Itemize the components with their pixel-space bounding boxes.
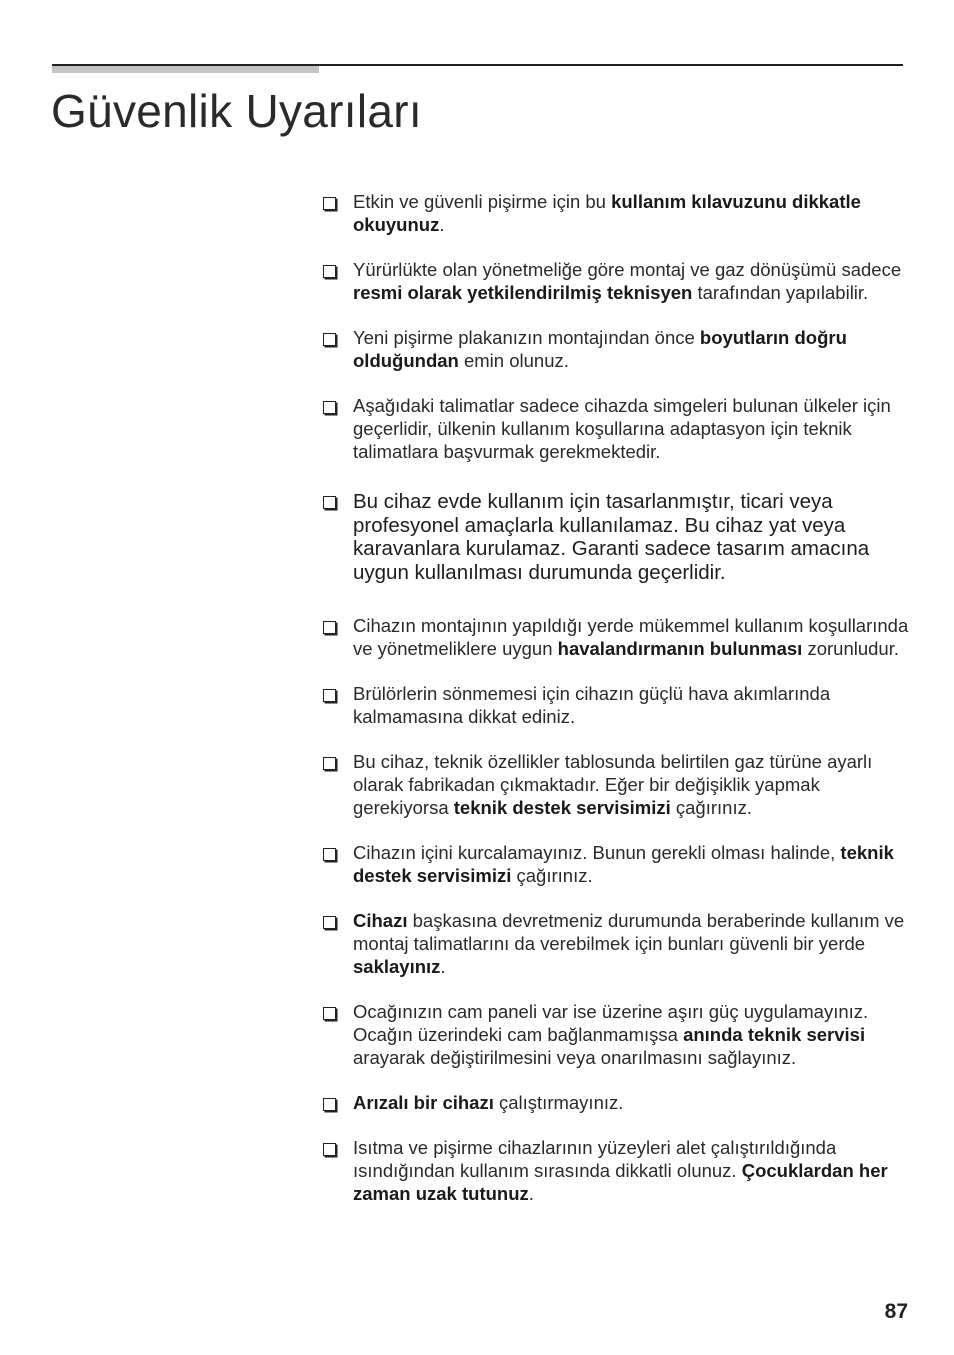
list-item	[322, 490, 912, 584]
safety-warnings-list	[322, 190, 912, 1205]
list-item	[322, 841, 912, 887]
checkbox-bullet-icon	[323, 1143, 336, 1156]
item-bold-text: resmi olarak yetkilendirilmiş teknisyen	[353, 282, 693, 303]
checkbox-bullet-icon	[323, 916, 336, 929]
page-number: 87	[884, 1300, 908, 1323]
list-item	[322, 1136, 912, 1205]
item-text: Brülörlerin sönmemesi için cihazın güçlü hava akımlarında kalmamasına dikkat ediniz.	[353, 683, 831, 727]
item-text: Yürürlükte olan yönetmeliğe göre montaj ve gaz dönüşümü sadece	[353, 259, 902, 280]
header-accent-bar	[52, 66, 319, 73]
list-item	[322, 394, 912, 463]
item-text: Isıtma ve pişirme cihazlarının yüzeyleri alet çalıştırıldığında ısındığından kullanım sırasında dikkatli olunuz.	[353, 1137, 837, 1181]
checkbox-bullet-icon	[323, 621, 336, 634]
page-title: Güvenlik Uyarıları	[51, 85, 422, 137]
list-item	[322, 1000, 912, 1069]
checkbox-bullet-icon	[323, 757, 336, 770]
item-text: Aşağıdaki talimatlar sadece cihazda simgeleri bulunan ülkeler için geçerlidir, ülkenin kullanım koşullarına adaptasyon için teknik talimatlara başvurmak gerekmektedir.	[353, 395, 891, 462]
item-bold-text: teknik destek servisimizi	[353, 842, 894, 886]
item-text-after: arayarak değiştirilmesini veya onarılmasını sağlayınız.	[353, 1047, 797, 1068]
item-text: Bu cihaz evde kullanım için tasarlanmıştır, ticari veya profesyonel amaçlarla kullanılamaz. Bu cihaz yat veya karavanlara kurulamaz. Garanti sadece tasarım amacına uygun kullanılması durumunda geçerlidir.	[353, 490, 870, 584]
list-item	[322, 909, 912, 978]
list-item	[322, 750, 912, 819]
item-text-after-2: .	[440, 956, 446, 977]
list-item	[322, 190, 912, 236]
item-text: Yeni pişirme plakanızın montajından önce	[353, 327, 700, 348]
list-item	[322, 682, 912, 728]
item-text: Etkin ve güvenli pişirme için bu	[353, 191, 612, 212]
item-bold-text: havalandırmanın bulunması	[557, 638, 803, 659]
checkbox-bullet-icon	[323, 689, 336, 702]
checkbox-bullet-icon	[323, 265, 336, 278]
item-text-after: .	[439, 214, 445, 235]
item-text-after: çağırınız.	[670, 797, 752, 818]
list-item	[322, 258, 912, 304]
item-text: Cihazın içini kurcalamayınız. Bunun gerekli olması halinde,	[353, 842, 841, 863]
item-bold-text-2: saklayınız	[353, 956, 441, 977]
item-text: Cihazın montajının yapıldığı yerde mükemmel kullanım koşullarında ve yönetmeliklere uygun	[353, 615, 909, 659]
item-text: Ocağınızın cam paneli var ise üzerine aşırı güç uygulamayınız. Ocağın üzerindeki cam bağlanmamışsa	[353, 1001, 869, 1045]
checkbox-bullet-icon	[323, 333, 336, 346]
item-text-after: zorunludur.	[802, 638, 899, 659]
item-text-after: başkasına devretmeniz durumunda beraberinde kullanım ve montaj talimatlarını da verebilmek için bunları güvenli bir yerde	[353, 910, 905, 954]
item-text-after: çağırınız.	[511, 865, 593, 886]
item-text: Bu cihaz, teknik özellikler tablosunda belirtilen gaz türüne ayarlı olarak fabrikadan çıkmaktadır. Eğer bir değişiklik yapmak gerekiyorsa	[353, 751, 873, 818]
checkbox-bullet-icon	[323, 848, 336, 861]
checkbox-bullet-icon	[323, 1098, 336, 1111]
item-bold-text: anında teknik servisi	[683, 1024, 866, 1045]
item-text-after: emin olunuz.	[458, 350, 569, 371]
list-item	[322, 1091, 912, 1114]
checkbox-bullet-icon	[323, 197, 336, 210]
item-text-after: tarafından yapılabilir.	[692, 282, 869, 303]
checkbox-bullet-icon	[323, 1007, 336, 1020]
item-bold-text: teknik destek servisimizi	[453, 797, 671, 818]
item-text-after: .	[528, 1183, 534, 1204]
list-item	[322, 614, 912, 660]
item-bold-text: Cihazı	[353, 910, 408, 931]
item-bold-text: kullanım kılavuzunu dikkatle okuyunuz	[353, 191, 861, 235]
checkbox-bullet-icon	[323, 496, 336, 509]
item-bold-text: boyutların doğru olduğundan	[353, 327, 847, 371]
item-bold-text: Arızalı bir cihazı	[353, 1092, 494, 1113]
item-bold-text: Çocuklardan her zaman uzak tutunuz	[353, 1160, 888, 1204]
list-item	[322, 326, 912, 372]
checkbox-bullet-icon	[323, 401, 336, 414]
item-text-after: çalıştırmayınız.	[493, 1092, 624, 1113]
